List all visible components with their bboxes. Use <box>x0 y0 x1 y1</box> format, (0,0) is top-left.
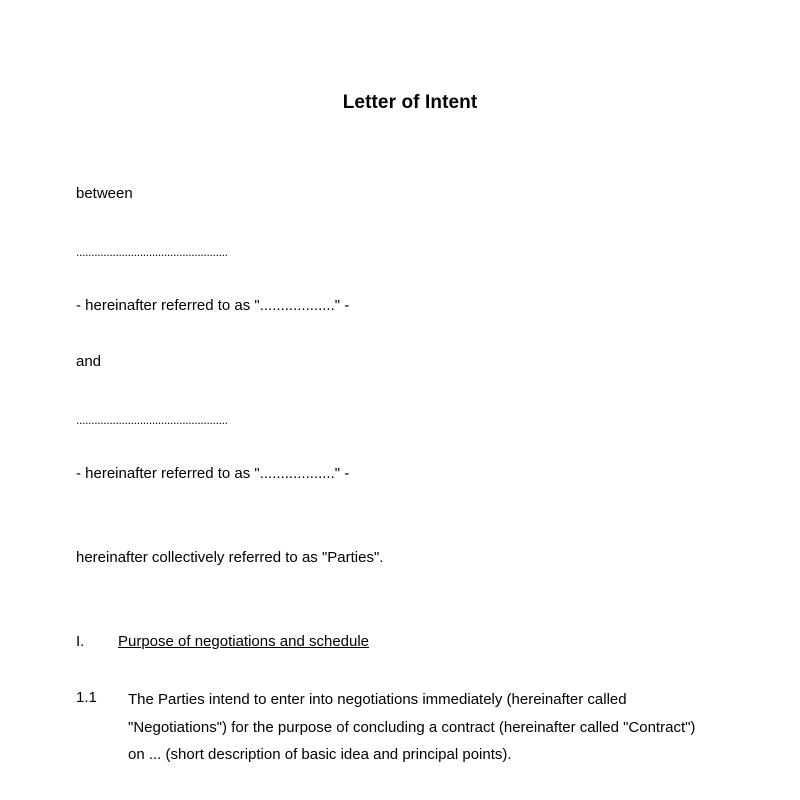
and-label: and <box>76 353 102 370</box>
party1-blank: .................................................. <box>76 245 228 259</box>
section-heading: Purpose of negotiations and schedule <box>118 633 370 650</box>
clause-line: The Parties intend to enter into negotiations immediately (hereinafter called <box>128 691 627 708</box>
between-label: between <box>76 185 133 202</box>
section-number: I. <box>76 633 85 650</box>
clause-line: on ... (short description of basic idea and principal points). <box>128 746 512 763</box>
party2-referred: - hereinafter referred to as ".................." - <box>76 465 350 482</box>
parties-collective-statement: hereinafter collectively referred to as "Parties". <box>76 549 384 566</box>
clause-line: "Negotiations") for the purpose of concluding a contract (hereinafter called "Contract") <box>128 718 696 736</box>
party1-referred: - hereinafter referred to as ".................." - <box>76 297 350 314</box>
clause-number: 1.1 <box>76 689 97 706</box>
page-title: Letter of Intent <box>342 92 478 113</box>
clause-paragraph <box>128 686 768 769</box>
party2-blank: .................................................. <box>76 413 228 427</box>
